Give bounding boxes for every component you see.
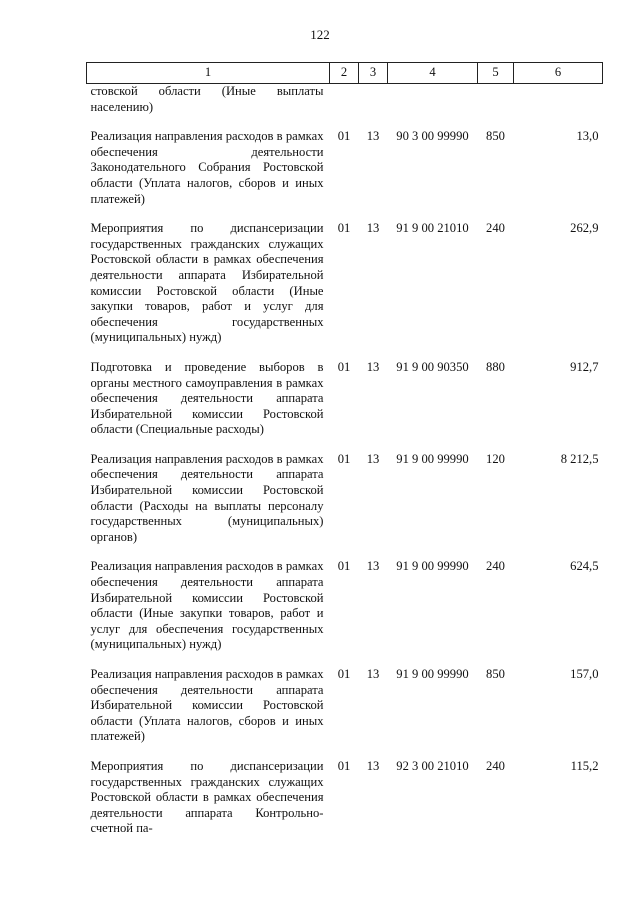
row-section: 01 xyxy=(337,129,351,144)
row-section: 01 xyxy=(337,758,351,773)
row-amount: 157,0 xyxy=(570,667,599,681)
row-name: Реализация направления расходов в рамках обеспечения деятельности аппарата Избирательной комиссии Ростовской области (Иные закупки товаров, работ и услуг для обеспечения государственных (муниципальных) нужд) xyxy=(90,559,324,652)
row-expense-type: 240 xyxy=(486,559,505,574)
row-target-code: 92 3 00 21010 xyxy=(396,758,469,773)
table-row xyxy=(87,667,603,759)
table-row xyxy=(87,559,603,667)
row-target-code: 91 9 00 90350 xyxy=(396,359,469,374)
table-row xyxy=(87,129,603,221)
header-col-5: 5 xyxy=(478,63,514,84)
row-amount: 262,9 xyxy=(570,221,599,236)
header-col-3: 3 xyxy=(359,63,388,84)
row-subsection xyxy=(359,84,388,130)
row-amount xyxy=(514,84,603,130)
row-amount: 13,0 xyxy=(576,129,599,144)
table-row xyxy=(87,221,603,360)
row-name: Мероприятия по диспансеризации государственных гражданских служащих Ростовской области в рамках обеспечения деятельности аппарата Избирательной комиссии Ростовской области (Иные закупки товаров, работ и услуг для обеспечения государственных (муниципальных) нужд) xyxy=(90,221,324,345)
row-section xyxy=(330,84,359,130)
row-section: 01 xyxy=(337,667,351,681)
row-expense-type: 850 xyxy=(486,667,505,681)
row-target-code: 91 9 00 99990 xyxy=(396,667,469,681)
row-name: Подготовка и проведение выборов в органы местного самоуправления в рамках обеспечения деятельности аппарата Избирательной комиссии Ростовской области (Специальные расходы) xyxy=(90,359,324,437)
table-row xyxy=(87,452,603,560)
row-target-code: 91 9 00 21010 xyxy=(396,221,469,236)
row-amount: 624,5 xyxy=(570,559,599,574)
row-section: 01 xyxy=(337,359,351,374)
row-section: 01 xyxy=(337,451,351,466)
row-name: стовской области (Иные выплаты населению) xyxy=(90,84,324,114)
header-col-1: 1 xyxy=(87,63,330,84)
row-subsection: 13 xyxy=(366,667,380,681)
row-target-code: 91 9 00 99990 xyxy=(396,559,469,574)
row-name: Мероприятия по диспансеризации государственных гражданских служащих Ростовской области в рамках обеспечения деятельности аппарата Контрольно-счетной па- xyxy=(90,758,324,836)
row-subsection: 13 xyxy=(366,559,380,574)
row-name: Реализация направления расходов в рамках обеспечения деятельности Законодательного Собрания Ростовской области (Уплата налогов, сборов и иных платежей) xyxy=(90,129,324,206)
row-subsection: 13 xyxy=(366,129,380,144)
row-section: 01 xyxy=(337,559,351,574)
row-expense-type: 850 xyxy=(486,129,505,144)
row-amount: 912,7 xyxy=(570,359,599,374)
header-col-6: 6 xyxy=(514,63,603,84)
row-subsection: 13 xyxy=(366,758,380,773)
table-header-row xyxy=(87,63,603,84)
row-section: 01 xyxy=(337,221,351,236)
row-name: Реализация направления расходов в рамках обеспечения деятельности аппарата Избирательной комиссии Ростовской области (Расходы на выплаты персоналу государственных (муниципальных) органов) xyxy=(90,451,324,544)
page-number: 122 xyxy=(310,27,330,42)
row-subsection: 13 xyxy=(366,451,380,466)
row-expense-type: 880 xyxy=(486,359,505,374)
row-target-code xyxy=(388,84,478,130)
header-col-2: 2 xyxy=(330,63,359,84)
row-target-code: 91 9 00 99990 xyxy=(396,451,469,466)
row-amount: 8 212,5 xyxy=(560,451,599,466)
table-row xyxy=(87,759,603,837)
row-subsection: 13 xyxy=(366,221,380,236)
row-expense-type xyxy=(478,84,514,130)
row-expense-type: 240 xyxy=(486,221,505,236)
table-row xyxy=(87,360,603,452)
table-row xyxy=(87,84,603,130)
header-col-4: 4 xyxy=(388,63,478,84)
row-target-code: 90 3 00 99990 xyxy=(396,129,469,144)
budget-table xyxy=(86,62,603,837)
row-subsection: 13 xyxy=(366,359,380,374)
row-name: Реализация направления расходов в рамках обеспечения деятельности аппарата Избирательной комиссии Ростовской области (Уплата налогов, сборов и иных платежей) xyxy=(90,667,324,744)
row-expense-type: 120 xyxy=(486,451,505,466)
row-amount: 115,2 xyxy=(570,758,599,773)
row-expense-type: 240 xyxy=(486,758,505,773)
